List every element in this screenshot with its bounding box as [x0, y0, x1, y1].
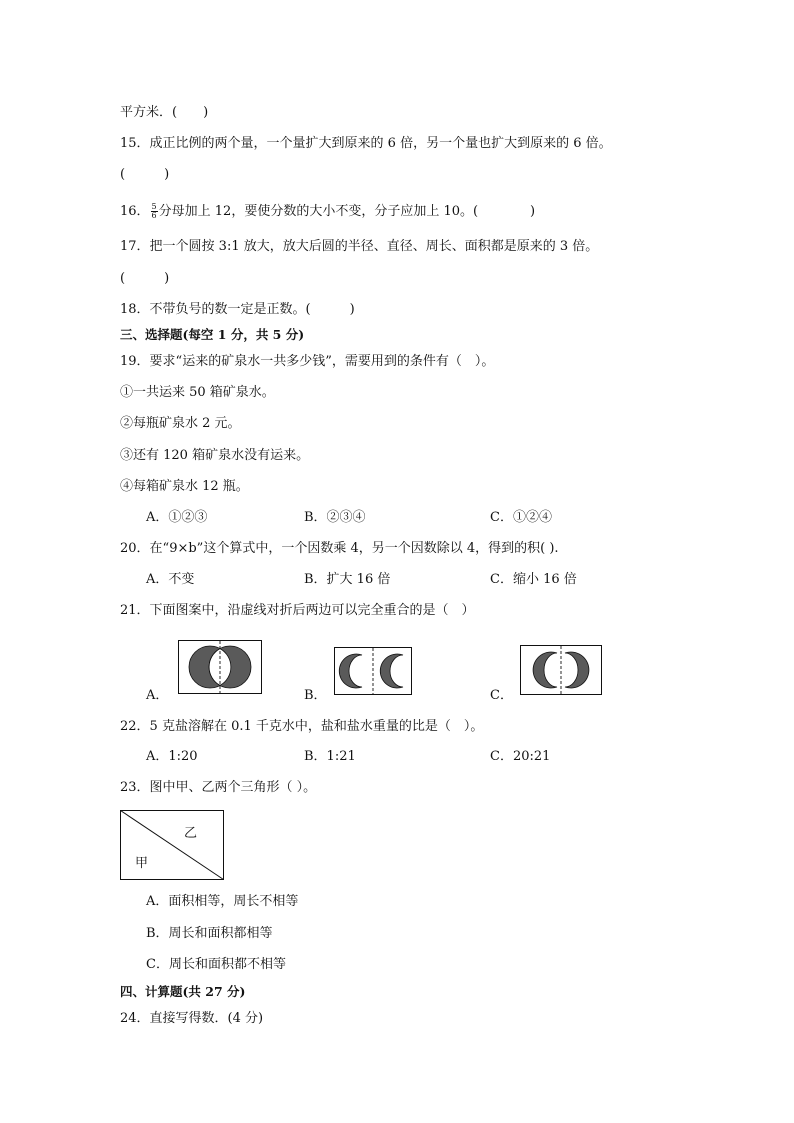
q22-option-a[interactable]: A．1:20 — [146, 749, 198, 764]
q17-answer-blank: ( ) — [120, 271, 170, 286]
q16-number: 16． — [120, 204, 150, 219]
section4-title: 四、计算题(共 27 分) — [120, 984, 246, 999]
triangle-yi-label: 乙 — [184, 826, 198, 841]
q19-stem: 19．要求“运来的矿泉水一共多少钱”，需要用到的条件有（ ）。 — [120, 354, 495, 369]
q19-option-c[interactable]: C．①②④ — [490, 510, 552, 525]
q19-option-a[interactable]: A．①②③ — [146, 510, 208, 525]
q24-stem: 24．直接写得数．(4 分) — [120, 1011, 264, 1026]
q19-condition-2: ②每瓶矿泉水 2 元。 — [120, 416, 241, 431]
q14-continuation: 平方米．( ) — [120, 105, 209, 120]
q21-figure-c — [520, 645, 602, 695]
q21-option-c[interactable]: C． — [490, 688, 513, 703]
q16-stem — [120, 203, 535, 220]
q21-figure-b — [334, 647, 412, 695]
q17-stem: 17．把一个圆按 3:1 放大，放大后圆的半径、直径、周长、面积都是原来的 3 倍。 — [120, 239, 599, 254]
q20-option-a[interactable]: A．不变 — [146, 572, 195, 587]
q18-stem: 18．不带负号的数一定是正数。( ) — [120, 302, 355, 317]
q21-stem: 21．下面图案中，沿虚线对折后两边可以完全重合的是（ ） — [120, 603, 475, 618]
q19-condition-1: ①一共运来 50 箱矿泉水。 — [120, 385, 275, 400]
q23-option-c[interactable]: C．周长和面积都不相等 — [146, 957, 286, 972]
section3-title: 三、选择题(每空 1 分，共 5 分) — [120, 327, 305, 342]
q20-stem: 20．在“9×b”这个算式中，一个因数乘 4，另一个因数除以 4，得到的积( ). — [120, 541, 559, 556]
q16-fraction-denominator: 6 — [151, 211, 157, 220]
q22-option-b[interactable]: B．1:21 — [304, 749, 356, 764]
q19-condition-4: ④每箱矿泉水 12 瓶。 — [120, 479, 249, 494]
q21-figure-a — [178, 640, 262, 694]
q19-condition-3: ③还有 120 箱矿泉水没有运来。 — [120, 448, 310, 463]
q23-option-a[interactable]: A．面积相等，周长不相等 — [146, 894, 299, 909]
q15-answer-blank: ( ) — [120, 167, 170, 182]
q16-fraction-numerator: 5 — [151, 202, 157, 211]
triangle-jia-label: 甲 — [135, 856, 149, 871]
q21-option-b[interactable]: B． — [304, 688, 327, 703]
q19-option-b[interactable]: B．②③④ — [304, 510, 366, 525]
q22-option-c[interactable]: C．20:21 — [490, 749, 551, 764]
q23-option-b[interactable]: B．周长和面积都相等 — [146, 926, 273, 941]
q23-stem: 23．图中甲、乙两个三角形（ ）。 — [120, 780, 317, 795]
q16-fraction — [151, 203, 158, 220]
q15-stem: 15．成正比例的两个量，一个量扩大到原来的 6 倍，另一个量也扩大到原来的 6 倍。 — [120, 136, 612, 151]
q22-stem: 22．5 克盐溶解在 0.1 千克水中，盐和盐水重量的比是（ ）。 — [120, 719, 484, 734]
q20-option-b[interactable]: B．扩大 16 倍 — [304, 572, 391, 587]
q21-option-a[interactable]: A． — [146, 688, 169, 703]
q20-option-c[interactable]: C．缩小 16 倍 — [490, 572, 577, 587]
q16-text: 分母加上 12，要使分数的大小不变，分子应加上 10。( ) — [158, 204, 536, 219]
